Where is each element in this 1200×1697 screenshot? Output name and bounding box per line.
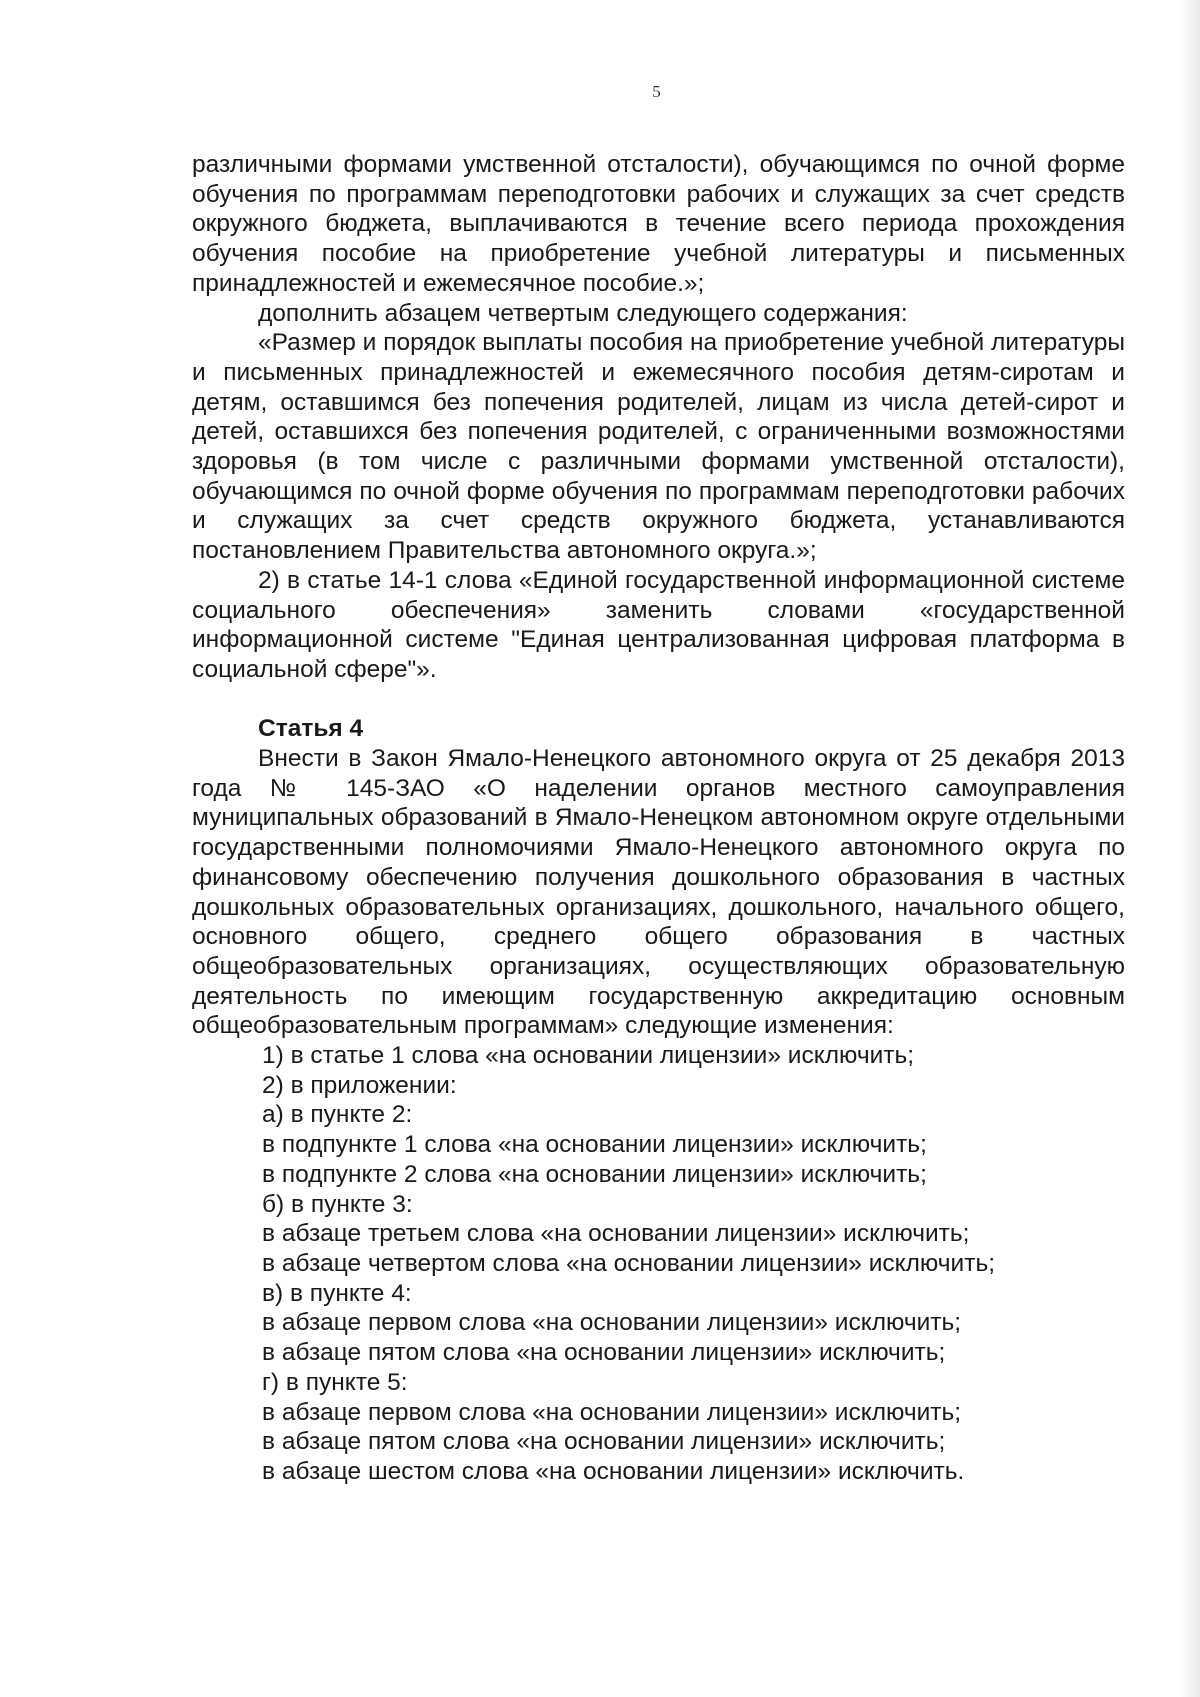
list-item: б) в пункте 3:	[262, 1190, 413, 1218]
page-number: 5	[652, 82, 661, 101]
paragraph: 2) в статье 14-1 слова «Единой государственной информационной системе социального обеспечения» заменить словами «государственной информационной системе "Единая централизованная цифровая платформа в социальной сфере"».	[192, 566, 1125, 683]
list-item: 2) в приложении:	[262, 1071, 457, 1099]
paragraph: Внести в Закон Ямало-Ненецкого автономного округа от 25 декабря 2013 года № 145-ЗАО «О наделении органов местного самоуправления муниципальных образований в Ямало-Ненецком автономном округе отдельными государственными полномочиями Ямало-Ненецкого автономного округа по финансовому обеспечению получения дошкольного образования в частных дошкольных образовательных организациях, дошкольного, начального общего, основного общего, среднего общего образования в частных общеобразовательных организациях, осуществляющих образовательную деятельность по имеющим государственную аккредитацию основным общеобразовательным программам» следующие изменения:	[192, 745, 1125, 1040]
list-item: в абзаце шестом слова «на основании лицензии» исключить.	[262, 1457, 965, 1485]
article-heading: Статья 4	[258, 715, 364, 743]
list-item: в абзаце первом слова «на основании лицензии» исключить;	[262, 1398, 962, 1426]
list-item: в абзаце пятом слова «на основании лицензии» исключить;	[262, 1339, 946, 1367]
list-item: в подпункте 2 слова «на основании лицензии» исключить;	[262, 1160, 927, 1188]
list-item: в) в пункте 4:	[262, 1279, 412, 1307]
paragraph-continuation: различными формами умственной отсталости), обучающимся по очной форме обучения по программам переподготовки рабочих и служащих за счет средств окружного бюджета, выплачиваются в течение всего периода прохождения обучения пособие на приобретение учебной литературы и письменных принадлежностей и ежемесячное пособие.»;	[192, 151, 1125, 297]
paragraph: дополнить абзацем четвертым следующего содержания:	[258, 299, 908, 327]
list-item: в абзаце третьем слова «на основании лицензии» исключить;	[262, 1220, 970, 1248]
list-item: в абзаце пятом слова «на основании лицензии» исключить;	[262, 1428, 946, 1456]
paragraph: «Размер и порядок выплаты пособия на приобретение учебной литературы и письменных принадлежностей и ежемесячного пособия детям-сиротам и детям, оставшимся без попечения родителей, лицам из числа детей-сирот и детей, оставшихся без попечения родителей, с ограниченными возможностями здоровья (в том числе с различными формами умственной отсталости), обучающимся по очной форме обучения по программам переподготовки рабочих и служащих за счет средств окружного бюджета, устанавливаются постановлением Правительства автономного округа.»;	[192, 329, 1125, 565]
document-body	[192, 150, 1125, 1487]
list-item: в подпункте 1 слова «на основании лицензии» исключить;	[262, 1131, 927, 1159]
list-item: в абзаце первом слова «на основании лицензии» исключить;	[262, 1309, 962, 1337]
list-item: а) в пункте 2:	[262, 1101, 413, 1129]
page-edge-shadow	[1180, 0, 1200, 1697]
list-item: в абзаце четвертом слова «на основании лицензии» исключить;	[262, 1250, 996, 1277]
list-item: г) в пункте 5:	[262, 1368, 408, 1396]
list-item: 1) в статье 1 слова «на основании лицензии» исключить;	[262, 1042, 915, 1070]
